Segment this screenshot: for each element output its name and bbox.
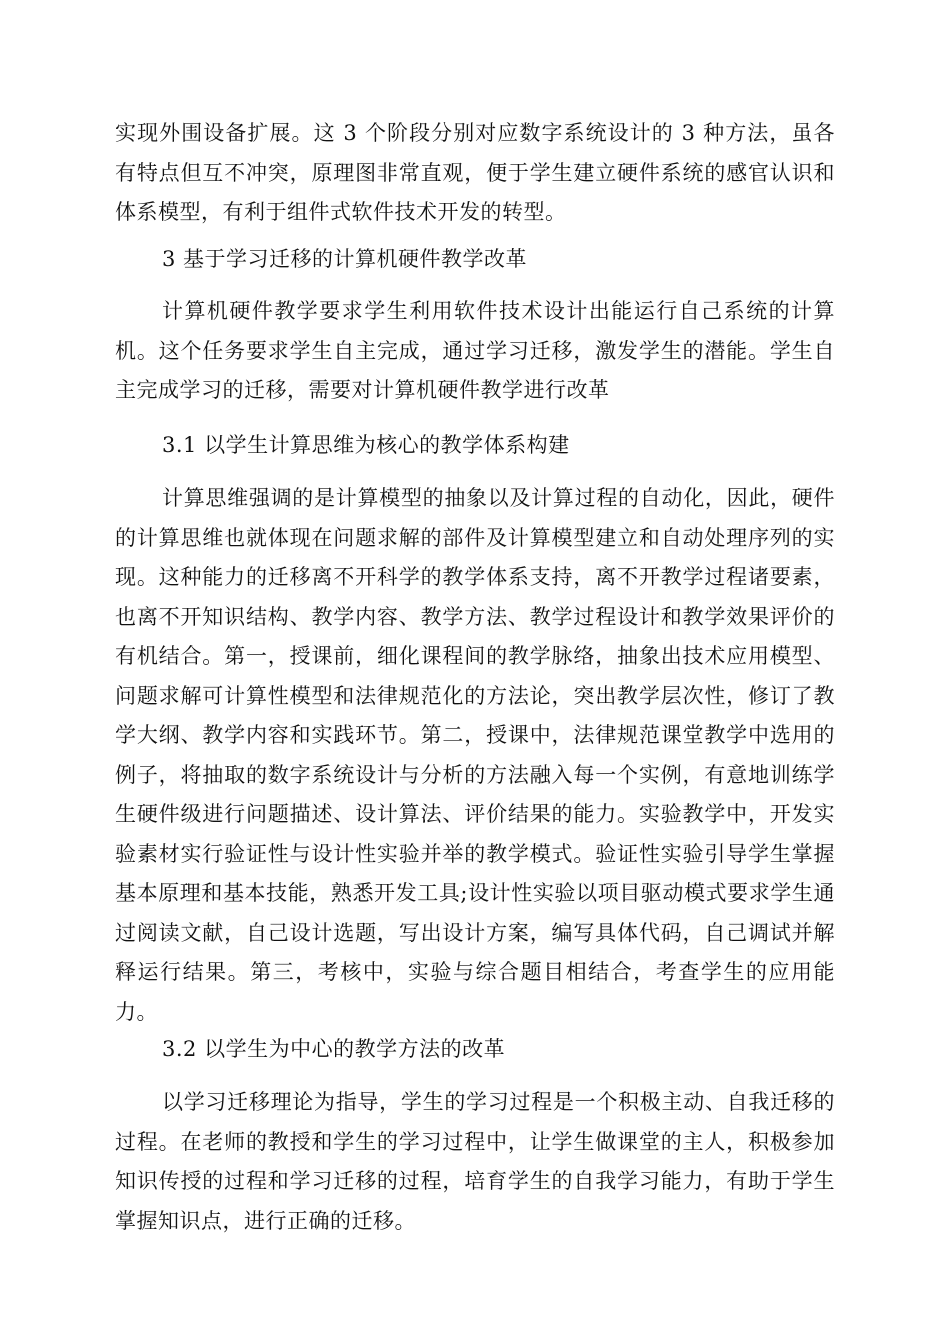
section-heading-3-2: 3.2 以学生为中心的教学方法的改革 [162,1037,506,1061]
section-heading-3: 3 基于学习迁移的计算机硬件教学改革 [162,247,528,271]
paragraph-section-3: 计算机硬件教学要求学生利用软件技术设计出能运行自己系统的计算机。这个任务要求学生自主完成，通过学习迁移，激发学生的潜能。学生自主完成学习的迁移，需要对计算机硬件教学进行改革 [115,299,835,402]
section-heading-3-1: 3.1 以学生计算思维为核心的教学体系构建 [162,433,570,457]
paragraph-intro: 实现外围设备扩展。这 3 个阶段分别对应数字系统设计的 3 种方法，虽各有特点但互不冲突，原理图非常直观，便于学生建立硬件系统的感官认识和体系模型，有利于组件式软件技术开发的转型。 [115,121,835,224]
paragraph-section-3-2: 以学习迁移理论为指导，学生的学习过程是一个积极主动、自我迁移的过程。在老师的教授和学生的学习过程中，让学生做课堂的主人，积极参加知识传授的过程和学习迁移的过程，培育学生的自我学习能力，有助于学生掌握知识点，进行正确的迁移。 [115,1090,835,1233]
paragraph-section-3-1: 计算思维强调的是计算模型的抽象以及计算过程的自动化，因此，硬件的计算思维也就体现在问题求解的部件及计算模型建立和自动处理序列的实现。这种能力的迁移离不开科学的教学体系支持，离不开教学过程诸要素，也离不开知识结构、教学内容、教学方法、教学过程设计和教学效果评价的有机结合。第一，授课前，细化课程间的教学脉络，抽象出技术应用模型、问题求解可计算性模型和法律规范化的方法论，突出教学层次性，修订了教学大纲、教学内容和实践环节。第二，授课中，法律规范课堂教学中选用的例子，将抽取的数字系统设计与分析的方法融入每一个实例，有意地训练学生硬件级进行问题描述、设计算法、评价结果的能力。实验教学中，开发实验素材实行验证性与设计性实验并举的教学模式。验证性实验引导学生掌握基本原理和基本技能，熟悉开发工具;设计性实验以项目驱动模式要求学生通过阅读文献，自己设计选题，写出设计方案，编写具体代码，自己调试并解释运行结果。第三，考核中，实验与综合题目相结合，考查学生的应用能力。 [115,486,835,1024]
